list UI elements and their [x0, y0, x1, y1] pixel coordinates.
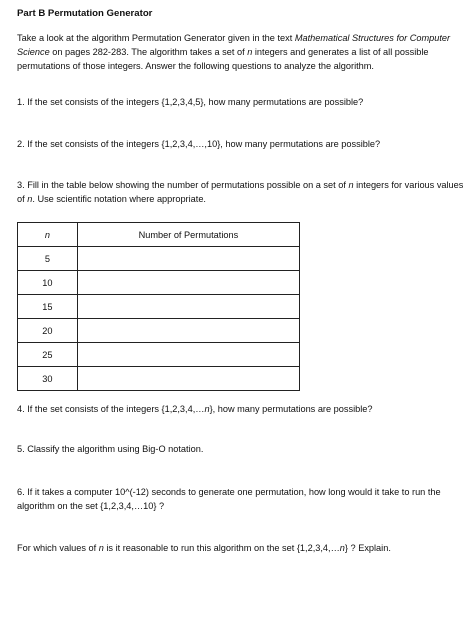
- question-4-text-1: 4. If the set consists of the integers {1,2,3,4,…: [17, 404, 205, 414]
- question-3-text-3: . Use scientific notation where appropriate.: [32, 194, 206, 204]
- variable-n: n: [339, 543, 345, 553]
- n-value-cell: 15: [18, 295, 78, 319]
- header-permutations: Number of Permutations: [77, 223, 299, 247]
- table-row: [18, 247, 300, 271]
- question-1: 1. If the set consists of the integers {1,2,3,4,5}, how many permutations are possible?: [17, 97, 364, 107]
- question-3: [17, 178, 465, 206]
- permutations-answer-cell[interactable]: [77, 295, 299, 319]
- table-header-row: [18, 223, 300, 247]
- intro-text-1: Take a look at the algorithm Permutation Generator given in the text: [17, 33, 295, 43]
- n-value-cell: 10: [18, 271, 78, 295]
- table-row: [18, 367, 300, 391]
- table-row: [18, 295, 300, 319]
- question-7: [17, 541, 465, 555]
- variable-n: n: [27, 194, 33, 204]
- permutations-table: [17, 222, 300, 391]
- book-title: Mathematical Structures for Computer Science: [17, 33, 451, 57]
- question-7-text-3: } ? Explain.: [344, 543, 391, 553]
- question-2: 2. If the set consists of the integers {1,2,3,4,…,10}, how many permutations are possible?: [17, 139, 381, 149]
- table-row: [18, 271, 300, 295]
- question-7-text-1: For which values of: [17, 543, 99, 553]
- section-heading: Part B Permutation Generator: [17, 8, 153, 19]
- variable-n: n: [247, 47, 253, 57]
- permutations-answer-cell[interactable]: [77, 343, 299, 367]
- question-6: 6. If it takes a computer 10^(-12) seconds to generate one permutation, how long would it take to run the algorithm on the set {1,2,3,4,…10} ?: [17, 487, 441, 511]
- variable-n: n: [348, 180, 354, 190]
- question-4: [17, 402, 465, 416]
- n-value-cell: 30: [18, 367, 78, 391]
- n-value-cell: 5: [18, 247, 78, 271]
- variable-n: n: [98, 543, 104, 553]
- permutations-answer-cell[interactable]: [77, 247, 299, 271]
- question-7-text-2: is it reasonable to run this algorithm on the set {1,2,3,4,…: [103, 543, 340, 553]
- permutations-answer-cell[interactable]: [77, 319, 299, 343]
- permutations-answer-cell[interactable]: [77, 271, 299, 295]
- question-3-text-2: integers for various values of: [17, 180, 464, 204]
- header-n: n: [18, 223, 78, 247]
- intro-text-3: integers and generates a list of all possible permutations of those integers. Answer the following questions to analyze the algorithm.: [17, 47, 429, 71]
- question-3-text-1: 3. Fill in the table below showing the number of permutations possible on a set of: [17, 180, 349, 190]
- n-value-cell: 20: [18, 319, 78, 343]
- intro-paragraph: [17, 31, 465, 73]
- permutations-answer-cell[interactable]: [77, 367, 299, 391]
- intro-text-2: on pages 282-283. The algorithm takes a set of: [49, 47, 248, 57]
- n-value-cell: 25: [18, 343, 78, 367]
- table-row: [18, 343, 300, 367]
- question-5: 5. Classify the algorithm using Big-O notation.: [17, 444, 204, 454]
- variable-n: n: [204, 404, 210, 414]
- table-row: [18, 319, 300, 343]
- question-4-text-2: }, how many permutations are possible?: [209, 404, 373, 414]
